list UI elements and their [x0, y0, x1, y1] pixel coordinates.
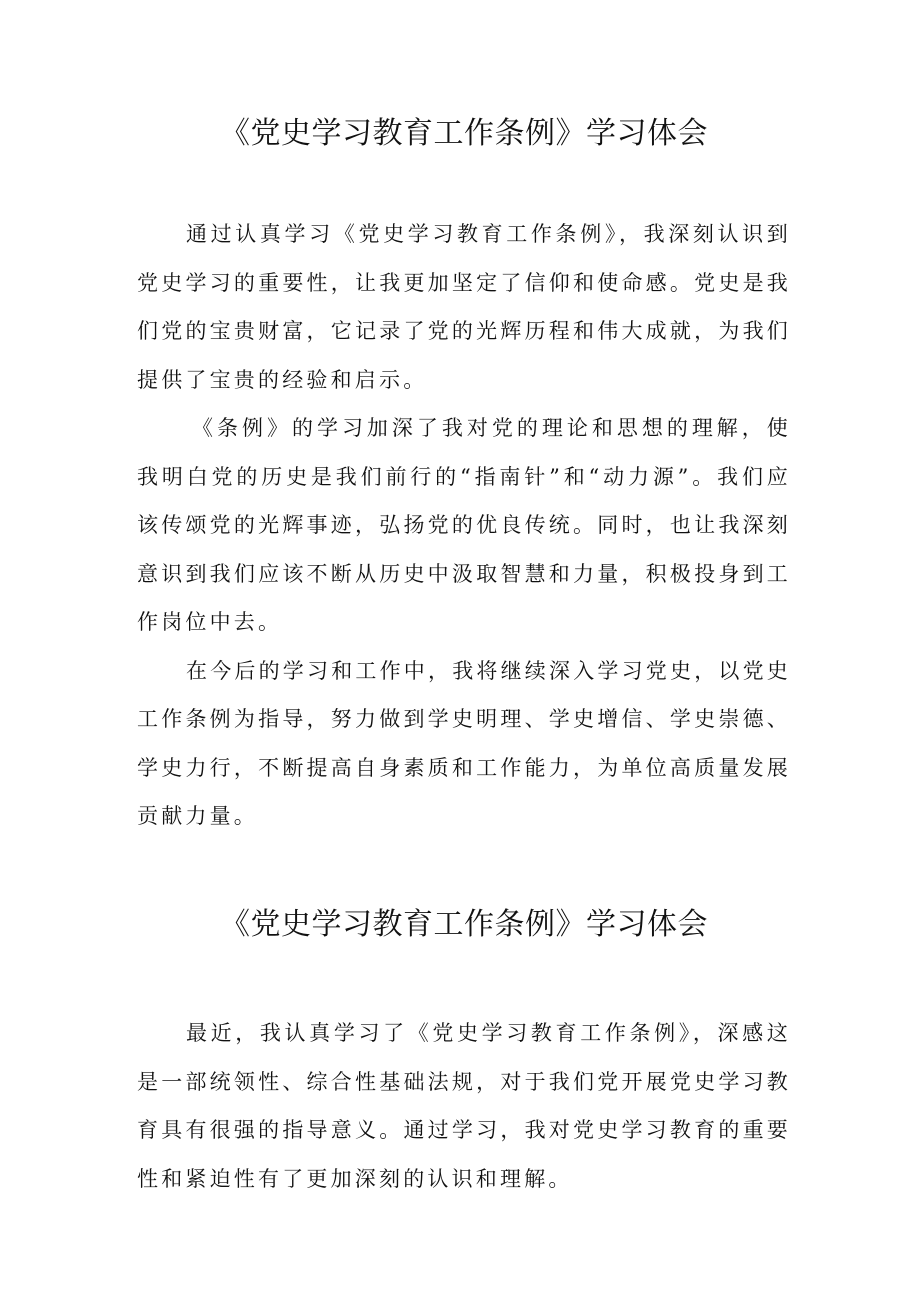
article-2 [137, 897, 791, 1203]
article-1 [137, 106, 791, 841]
article-paragraph: 在今后的学习和工作中，我将继续深入学习党史，以党史工作条例为指导，努力做到学史明理、学史增信、学史崇德、学史力行，不断提高自身素质和工作能力，为单位高质量发展贡献力量。 [137, 658, 791, 828]
article-title: 《党史学习教育工作条例》学习体会 [220, 116, 708, 151]
article-title: 《党史学习教育工作条例》学习体会 [220, 907, 708, 942]
article-paragraph: 《条例》的学习加深了我对党的理论和思想的理解，使我明白党的历史是我们前行的“指南针”和“动力源”。我们应该传颂党的光辉事迹，弘扬党的优良传统。同时，也让我深刻意识到我们应该不断从历史中汲取智慧和力量，积极投身到工作岗位中去。 [137, 416, 791, 634]
article-paragraph: 最近，我认真学习了《党史学习教育工作条例》，深感这是一部统领性、综合性基础法规，对于我们党开展党史学习教育具有很强的指导意义。通过学习，我对党史学习教育的重要性和紧迫性有了更加深刻的认识和理解。 [137, 1021, 791, 1191]
article-paragraph: 通过认真学习《党史学习教育工作条例》，我深刻认识到党史学习的重要性，让我更加坚定了信仰和使命感。党史是我们党的宝贵财富，它记录了党的光辉历程和伟大成就，为我们提供了宝贵的经验和启示。 [137, 222, 791, 392]
